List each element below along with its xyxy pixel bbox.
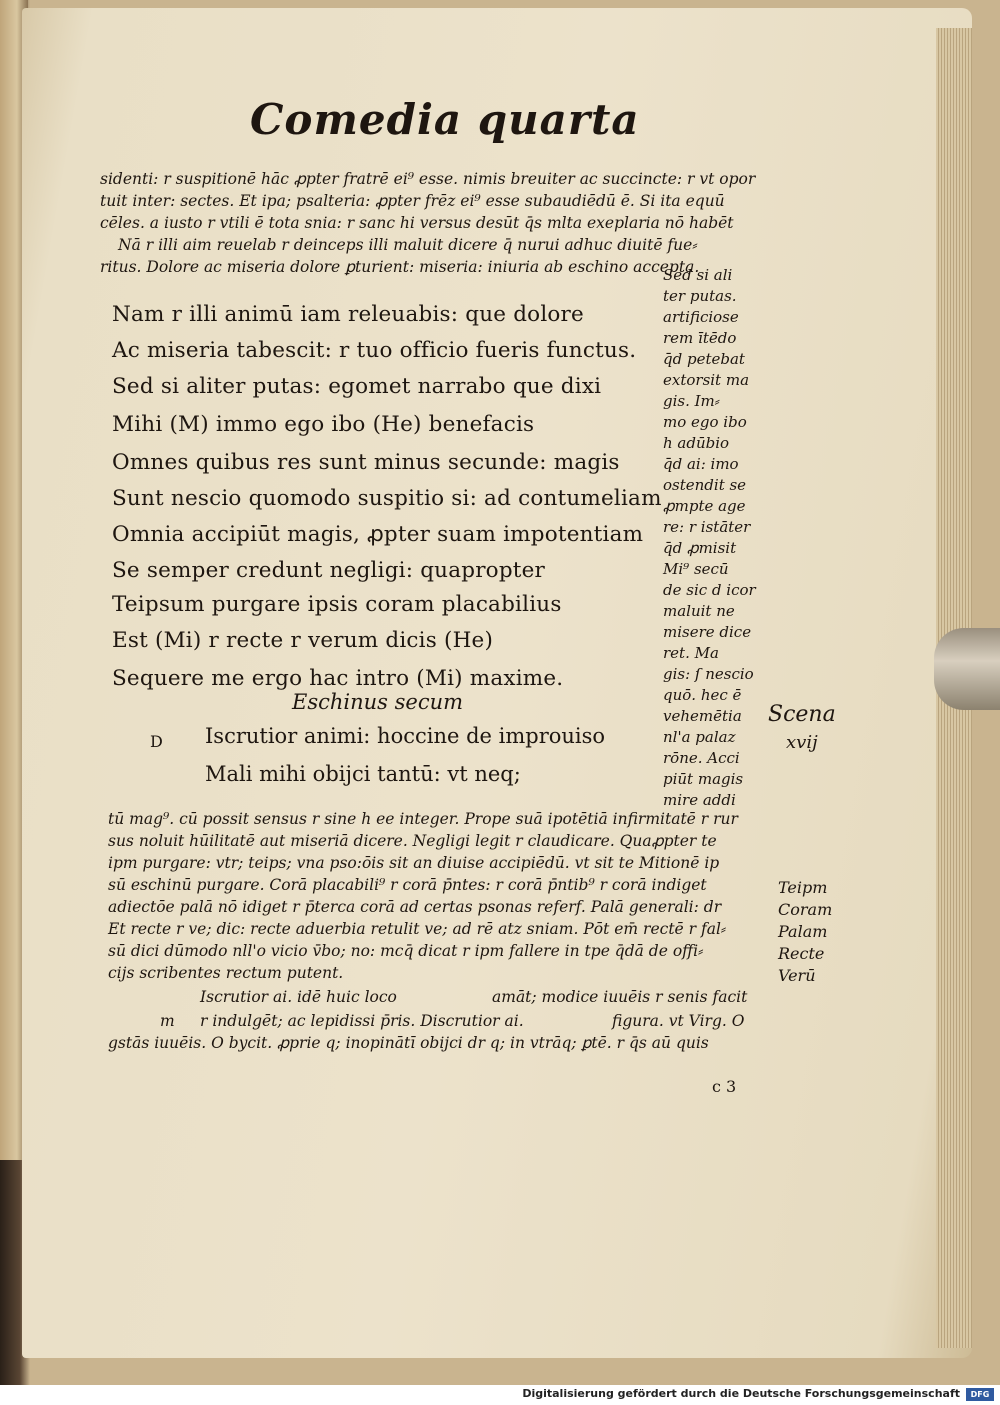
verse-line: Mali mihi obijci tantū: vt neq; — [205, 762, 521, 786]
lemma: Verū — [778, 966, 816, 985]
commentary-line: ipm purgare: vtr; teips; vna pso:ōis sit an diuise accipiēdū. vt sit te Mitionē ip — [108, 854, 720, 872]
footer-credit: Digitalisierung gefördert durch die Deutsche Forschungsgemeinschaft — [522, 1387, 960, 1400]
commentary-line: Iscrutior ai. idē huic loco — [200, 988, 397, 1006]
gloss-line: mire addi — [663, 791, 736, 809]
dfg-logo-icon: DFG — [966, 1388, 994, 1401]
verse-line: Est (Mi) r recte r verum dicis (He) — [112, 628, 494, 653]
signature-mark: c 3 — [712, 1077, 737, 1096]
verse-line: Mihi (M) immo ego ibo (He) benefacis — [112, 412, 535, 437]
gloss-line: piūt magis — [663, 770, 744, 788]
gloss-line: rōne. Acci — [663, 749, 740, 767]
gloss-line: q̄d ꝓmisit — [663, 539, 737, 557]
gloss-line: de sic d icor — [663, 581, 756, 599]
verse-line: Omnia accipiūt magis, ꝓpter suam impotentiam — [112, 522, 644, 547]
verse-line: Sequere me ergo hac intro (Mi) maxime. — [112, 666, 564, 691]
gloss-line: ter putas. — [663, 287, 737, 305]
commentary-line: sus noluit hūilitatē aut miseriā dicere. Negligi legit r claudicare. Quaꝓpter te — [108, 832, 717, 850]
lemma: Recte — [778, 944, 825, 963]
verse-line: Iscrutior animi: hoccine de improuiso — [205, 724, 606, 748]
commentary-line: Nā r illi aim reuelab r deinceps illi maluit dicere q̄ nurui adhuc diuitē fue⸗ — [118, 236, 698, 254]
scene-number: xvij — [786, 732, 818, 753]
verse-initial: D — [150, 732, 163, 751]
gloss-line: vehemētia — [663, 707, 742, 725]
gloss-line: nl'a palaz — [663, 728, 736, 746]
gloss-line: maluit ne — [663, 602, 735, 620]
gloss-line: re: r istāter — [663, 518, 751, 536]
lemma: Teipm — [778, 878, 828, 897]
gloss-line: q̄d petebat — [663, 350, 745, 368]
gloss-line: artificiose — [663, 308, 739, 326]
verse-line: Sed si aliter putas: egomet narrabo que dixi — [112, 374, 602, 399]
lemma: Palam — [778, 922, 828, 941]
gloss-line: gis: ſ nescio — [663, 665, 754, 683]
verse-line: Sunt nescio quomodo suspitio si: ad contumeliam — [112, 486, 662, 511]
commentary-line: cijs scribentes rectum putent. — [108, 964, 344, 982]
commentary-line: cēles. a iusto r vtili ē tota snia: r sanc hi versus desūt q̄s mlta exeplaria nō habēt — [100, 214, 734, 232]
verse-line: Teipsum purgare ipsis coram placabilius — [112, 592, 562, 617]
gloss-line: Sed si ali — [663, 266, 733, 284]
commentary-line: sū eschinū purgare. Corā placabili⁹ r corā p̄ntes: r corā p̄ntib⁹ r corā indiget — [108, 876, 707, 894]
commentary-line: r indulgēt; ac lepidissi p̄ris. Discrutior ai. — [200, 1012, 524, 1030]
commentary-line: amāt; modice iuuēis r senis facit — [492, 988, 748, 1006]
gloss-line: quō. hec ē — [663, 686, 742, 704]
gloss-line: mo ego ibo — [663, 413, 747, 431]
commentary-line: tuit inter: sectes. Et ipa; psalteria: ꝓpter frēz ei⁹ esse subaudiēdū ē. Si ita equū — [100, 192, 725, 210]
gloss-line: rem ītēdo — [663, 329, 737, 347]
commentary-line: sidenti: r suspitionē hāc ꝓpter fratrē ei⁹ esse. nimis breuiter ac succincte: r vt opor — [100, 170, 756, 188]
verse-line: Ac miseria tabescit: r tuo officio fueris functus. — [112, 338, 637, 363]
verse-line: Se semper credunt negligi: quapropter — [112, 558, 546, 583]
gloss-line: ꝓmpte age — [663, 497, 746, 515]
gloss-line: ret. Ma — [663, 644, 719, 662]
speaker-heading: Eschinus secum — [292, 690, 464, 714]
gloss-line: extorsit ma — [663, 371, 750, 389]
page-heading: Comedia quarta — [250, 95, 640, 144]
gloss-line: gis. Im⸗ — [663, 392, 720, 410]
commentary-line: adiectōe palā nō idiget r p̄terca corā ad certas psonas referf. Palā generali: dr — [108, 898, 722, 916]
commentary-line: tū mag⁹. cū possit sensus r sine h ee integer. Prope suā ipotētiā infirmitatē r rur — [108, 810, 738, 828]
lemma: Coram — [778, 900, 833, 919]
commentary-line: Et recte r ve; dic: recte aduerbia retulit ve; ad rē atz sniam. Pōt em̄ rectē r fal⸗ — [108, 920, 727, 938]
gloss-line: q̄d ai: imo — [663, 455, 739, 473]
commentary-line: ritus. Dolore ac miseria dolore ꝑturient: miseria: iniuria ab eschino accepta. — [100, 258, 700, 276]
scene-label: Scena — [768, 702, 836, 727]
verse-line: Nam r illi animū iam releuabis: que dolore — [112, 302, 584, 327]
commentary-line: sū dici dūmodo nll'o vicio v̄bo; no: mcq̄ dicat r ipm fallere in tpe q̄dā de offi⸗ — [108, 942, 704, 960]
gloss-line: h adūbio — [663, 434, 730, 452]
commentary-line: gstās iuuēis. O bycit. ꝓprie q; inopinātī obijci dr q; in vtrāq; ꝑtē. r q̄s aū quis — [108, 1034, 709, 1052]
commentary-line: figura. vt Virg. O — [612, 1012, 745, 1030]
footer-bar — [0, 1385, 1000, 1405]
book-clasp — [934, 628, 1000, 710]
verse-line: Omnes quibus res sunt minus secunde: magis — [112, 450, 620, 475]
gloss-line: ostendit se — [663, 476, 747, 494]
gloss-line: misere dice — [663, 623, 752, 641]
gloss-line: Mi⁹ secū — [663, 560, 729, 578]
commentary-initial: m — [160, 1012, 175, 1030]
